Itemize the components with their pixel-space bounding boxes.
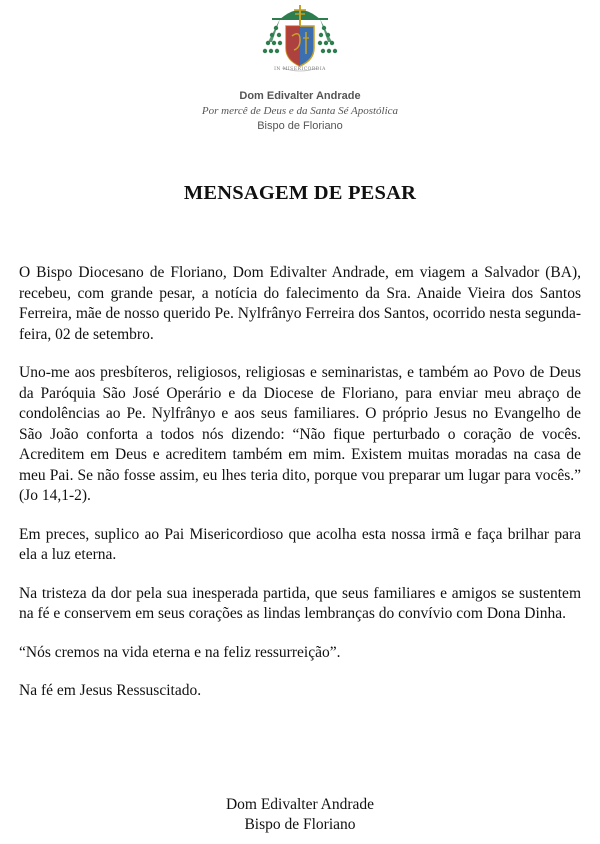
signature-block <box>0 795 600 835</box>
paragraph-creed: “Nós cremos na vida eterna e na feliz ressurreição”. <box>19 643 341 661</box>
document-title: MENSAGEM DE PESAR <box>183 182 417 204</box>
paragraph-comfort: Na tristeza da dor pela sua inesperada partida, que seus familiares e amigos se sustentem na fé e conservem em seus corações as lindas lembranças do convívio com Dona Dinha. <box>19 584 581 622</box>
paragraph-condolences: Uno-me aos presbíteros, religiosos, religiosas e seminaristas, e também ao Povo de Deus da Paróquia São José Operário e da Diocese de Floriano, para enviar meu abraço de condolências ao Pe. Nylfrânyo e aos seus familiares. O próprio Jesus no Evangelho de São João conforta a todos nós dizendo: “Não fique perturbado o coração de vocês. Acreditem em Deus e acreditem também em mim. Existem muitas moradas na casa de meu Pai. Se não fosse assim, eu lhes teria dito, porque vou preparar um lugar para vocês.” (Jo 14,1-2). <box>19 364 581 504</box>
letterhead-motto: Por mercê de Deus e da Santa Sé Apostólica <box>201 105 399 117</box>
signature-title: Bispo de Floriano <box>244 816 356 833</box>
paragraph-announcement: O Bispo Diocesano de Floriano, Dom Edivalter Andrade, em viagem a Salvador (BA), recebeu, com grande pesar, a notícia do falecimento da Sra. Anaide Vieira dos Santos Ferreira, mãe de nosso querido Pe. Nylfrânyo Ferreira dos Santos, ocorrido nesta segunda-feira, 02 de setembro. <box>19 264 581 343</box>
letterhead-name: Dom Edivalter Andrade <box>239 90 361 102</box>
letterhead-title: Bispo de Floriano <box>257 120 343 132</box>
signature-name: Dom Edivalter Andrade <box>225 796 375 813</box>
crest-motto: IN MISERICORDIA <box>274 67 326 72</box>
paragraph-closing: Na fé em Jesus Ressuscitado. <box>19 682 202 699</box>
letter-body <box>19 263 581 720</box>
paragraph-prayer: Em preces, suplico ao Pai Misericordioso que acolha esta nossa irmã e faça brilhar para ela a luz eterna. <box>19 525 581 563</box>
